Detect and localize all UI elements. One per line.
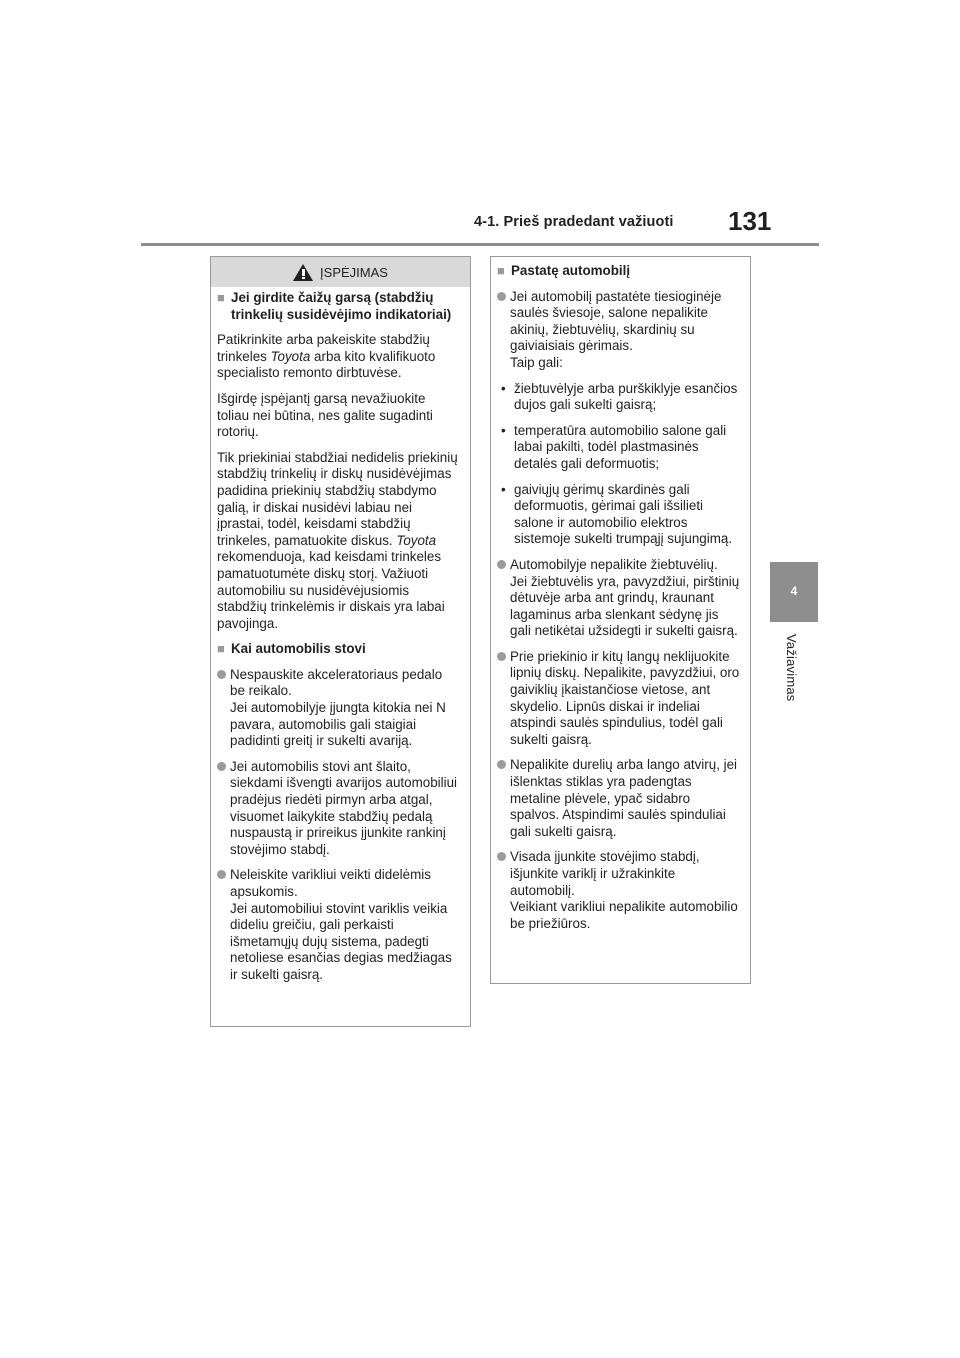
list-item: Visada įjunkite stovėjimo stabdį, išjunkite variklį ir užrakinkite automobilį. Veikiant varikliui nepalikite automobilio be priežiūros. [497, 849, 740, 932]
dot-bullet-icon: • [501, 422, 506, 438]
circle-bullet-icon [217, 759, 230, 859]
circle-bullet-icon [217, 667, 230, 750]
page-number: 131 [728, 206, 772, 236]
dot-bullet-icon: • [501, 380, 506, 396]
list-item: Neleiskite varikliui veikti didelėmis apsukomis. Jei automobiliui stovint variklis veikia dideliu greičiu, gali perkaisti išmetamųjų dujų sistema, padegti netoliese esančias degias medžiagas ir sukelti gaisrą. [217, 867, 460, 983]
paragraph: Patikrinkite arba pakeiskite stabdžių trinkeles Toyota arba kito kvalifikuoto specialisto remonto dirbtuvėse. [217, 332, 436, 381]
warning-triangle-icon [293, 264, 313, 281]
list-item: Prie priekinio ir kitų langų neklijuokite lipnių diskų. Nepalikite, pavyzdžiui, oro gaiviklių įkaistančiose vietose, ant skydelio. Lipnūs diskai ir indeliai atspindi saulės spindulius, todėl gali sukelti gaisrą. [497, 649, 740, 749]
warning-header [211, 257, 470, 287]
section-title: 4-1. Prieš pradedant važiuoti [474, 214, 674, 230]
square-bullet-icon: ■ [497, 263, 505, 278]
info-box [490, 256, 751, 984]
subheading: ■ Kai automobilis stovi [217, 641, 366, 657]
subheading: ■ Pastatę automobilį [497, 263, 631, 278]
circle-bullet-icon [497, 849, 510, 932]
header-rule [141, 243, 819, 246]
warning-box [210, 256, 471, 1027]
warning-title: ĮSPĖJIMAS [320, 264, 388, 280]
circle-bullet-icon [217, 867, 230, 983]
circle-bullet-icon [497, 289, 510, 372]
list-item: • žiebtuvėlyje arba purškiklyje esančios dujos gali sukelti gaisrą; [497, 381, 740, 414]
square-bullet-icon: ■ [217, 290, 225, 305]
list-item: Automobilyje nepalikite žiebtuvėlių. Jei žiebtuvėlis yra, pavyzdžiui, pirštinių dėtuvėje arba ant grindų, kraunant lagaminus arba slenkant sėdynę jis gali netikėtai užsidegti ir sukelti gaisrą. [497, 557, 740, 640]
list-item: Jei automobilis stovi ant šlaito, siekdami išvengti avarijos automobiliui pradėjus riedėti pirmyn arba atgal, visuomet laikykite stabdžių pedalą nuspaustą ir prireikus įjunkite rankinį stovėjimo stabdį. [217, 759, 460, 859]
subheading: ■ Jei girdite čaižų garsą (stabdžių trinkelių susidėvėjimo indikatoriai) [217, 290, 452, 322]
chapter-label: Važiavimas [784, 634, 799, 702]
list-item: Nespauskite akceleratoriaus pedalo be reikalo. Jei automobilyje įjungta kitokia nei N pavara, automobilis gali staigiai padidinti greitį ir sukelti avariją. [217, 667, 460, 750]
list-item: • gaiviųjų gėrimų skardinės gali deformuotis, gėrimai gali išsilieti salone ir automobilio elektros sistemoje sukelti trumpąjį sujungimą. [497, 482, 740, 548]
circle-bullet-icon [497, 557, 510, 640]
chapter-number: 4 [790, 584, 798, 598]
circle-bullet-icon [497, 757, 510, 840]
list-item: Nepalikite durelių arba lango atvirų, jei išlenktas stiklas yra padengtas metaline plėvele, ypač sidabro spalvos. Atspindimi saulės spinduliai gali sukelti gaisrą. [497, 757, 740, 840]
paragraph: Išgirdę įspėjantį garsą nevažiuokite toliau nei būtina, nes galite sugadinti rotorių. [217, 390, 433, 440]
chapter-tab[interactable] [770, 562, 818, 622]
square-bullet-icon: ■ [217, 641, 225, 657]
list-item: • temperatūra automobilio salone gali labai pakilti, todėl plastmasinės detalės gali deformuotis; [497, 423, 740, 473]
circle-bullet-icon [497, 649, 510, 749]
dot-bullet-icon: • [501, 481, 506, 497]
paragraph: Tik priekiniai stabdžiai nedidelis priekinių stabdžių trinkelių ir diskų nusidėvėjimas padidina priekinių stabdžių stabdymo galią, ir diskai nusidėvi labiau nei įprastai, todėl, keisdami stabdžių trinkeles, pamatuokite diskus. Toyota rekomenduoja, kad keisdami trinkeles pamatuotumėte diskų storį. Važiuoti automobiliu su nusidėvėjusiomis stabdžių trinkelėmis ir diskais yra labai pavojinga. [217, 449, 458, 631]
list-item: Jei automobilį pastatėte tiesioginėje saulės šviesoje, salone nepalikite akinių, žiebtuvėlių, skardinių su gaiviaisiais gėrimais. Taip gali: [497, 289, 740, 372]
